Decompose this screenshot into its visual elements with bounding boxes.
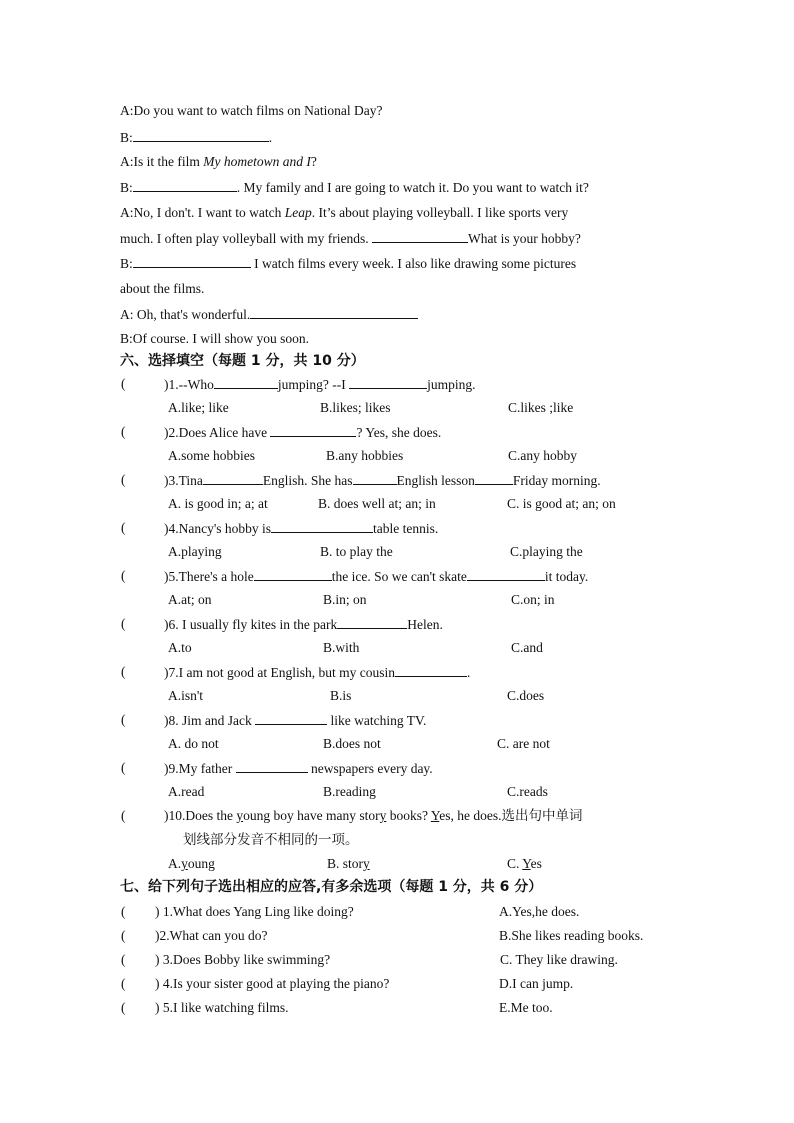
q4-option-b[interactable]: B. to play the bbox=[320, 544, 393, 559]
answer-blank[interactable] bbox=[271, 519, 373, 533]
answer-blank[interactable] bbox=[133, 128, 269, 142]
q4-paren[interactable]: ( bbox=[121, 520, 126, 535]
s7-option-d: D.I can jump. bbox=[499, 976, 574, 991]
answer-blank[interactable] bbox=[372, 229, 468, 243]
q7-option-b[interactable]: B.is bbox=[330, 688, 352, 703]
q8-option-a[interactable]: A. do not bbox=[168, 736, 219, 751]
q3-option-c[interactable]: C. is good at; an; on bbox=[507, 496, 616, 511]
q7-option-a[interactable]: A.isn't bbox=[168, 688, 204, 703]
q1-paren[interactable]: ( bbox=[121, 376, 126, 391]
answer-blank[interactable] bbox=[255, 711, 327, 725]
q9-option-a[interactable]: A.read bbox=[168, 784, 205, 799]
s7-item-4-question: ) 4.Is your sister good at playing the piano? bbox=[155, 976, 390, 991]
dialogue-line-6: much. I often play volleyball with my friends. What is your hobby? bbox=[120, 231, 581, 246]
s7-item-5-paren[interactable]: ( bbox=[121, 1000, 126, 1015]
s7-item-2-paren[interactable]: ( bbox=[121, 928, 126, 943]
s7-option-e: E.Me too. bbox=[499, 1000, 553, 1015]
q9-option-c[interactable]: C.reads bbox=[507, 784, 548, 799]
q6-option-b[interactable]: B.with bbox=[323, 640, 360, 655]
q9-option-b[interactable]: B.reading bbox=[323, 784, 376, 799]
section7-title: 七、给下列句子选出相应的应答,有多余选项（每题 1 分，共 6 分） bbox=[120, 879, 543, 895]
q7-paren[interactable]: ( bbox=[121, 664, 126, 679]
dialogue-line-4: B: . My family and I are going to watch it. Do you want to watch it? bbox=[120, 180, 589, 195]
s7-option-b: B.She likes reading books. bbox=[499, 928, 644, 943]
q10-stem: )10.Does the young boy have many story books? Yes, he does.选出句中单词 bbox=[164, 808, 583, 823]
q5-paren[interactable]: ( bbox=[121, 568, 126, 583]
answer-blank[interactable] bbox=[475, 471, 513, 485]
s7-item-4-paren[interactable]: ( bbox=[121, 976, 126, 991]
q3-paren[interactable]: ( bbox=[121, 472, 126, 487]
q8-option-b[interactable]: B.does not bbox=[323, 736, 381, 751]
answer-blank[interactable] bbox=[203, 471, 263, 485]
s7-option-c: C. They like drawing. bbox=[500, 952, 618, 967]
answer-blank[interactable] bbox=[133, 254, 251, 268]
q2-stem: )2.Does Alice have ? Yes, she does. bbox=[164, 425, 442, 440]
dialogue-line-2: B: . bbox=[120, 130, 273, 145]
q6-stem: )6. I usually fly kites in the park Helen. bbox=[164, 617, 443, 632]
q10-option-a[interactable]: A.young bbox=[168, 856, 215, 871]
s7-item-5-question: ) 5.I like watching films. bbox=[155, 1000, 289, 1015]
answer-blank[interactable] bbox=[236, 759, 308, 773]
section6-title: 六、选择填空（每题 1 分，共 10 分） bbox=[120, 353, 365, 369]
q1-option-a[interactable]: A.like; like bbox=[168, 400, 229, 415]
q6-paren[interactable]: ( bbox=[121, 616, 126, 631]
q5-stem: )5.There's a hole the ice. So we can't skate it today. bbox=[164, 569, 589, 584]
q2-option-a[interactable]: A.some hobbies bbox=[168, 448, 255, 463]
dialogue-line-8: about the films. bbox=[120, 281, 205, 296]
q8-stem: )8. Jim and Jack like watching TV. bbox=[164, 713, 427, 728]
answer-blank[interactable] bbox=[214, 375, 278, 389]
q2-paren[interactable]: ( bbox=[121, 424, 126, 439]
dialogue-line-1: A:Do you want to watch films on National Day? bbox=[120, 103, 383, 118]
q5-option-c[interactable]: C.on; in bbox=[511, 592, 555, 607]
q10-paren[interactable]: ( bbox=[121, 808, 126, 823]
q5-option-b[interactable]: B.in; on bbox=[323, 592, 367, 607]
q6-option-c[interactable]: C.and bbox=[511, 640, 543, 655]
dialogue-line-3: A:Is it the film My hometown and I? bbox=[120, 154, 317, 169]
dialogue-line-7: B: I watch films every week. I also like drawing some pictures bbox=[120, 256, 577, 271]
q2-option-c[interactable]: C.any hobby bbox=[508, 448, 577, 463]
q3-option-a[interactable]: A. is good in; a; at bbox=[168, 496, 268, 511]
q4-option-c[interactable]: C.playing the bbox=[510, 544, 583, 559]
answer-blank[interactable] bbox=[254, 567, 332, 581]
q10-option-b[interactable]: B. story bbox=[327, 856, 370, 871]
q3-option-b[interactable]: B. does well at; an; in bbox=[318, 496, 436, 511]
s7-item-2-question: )2.What can you do? bbox=[155, 928, 268, 943]
answer-blank[interactable] bbox=[353, 471, 397, 485]
q1-stem: )1.--Who jumping? --I jumping. bbox=[164, 377, 476, 392]
q4-stem: )4.Nancy's hobby is table tennis. bbox=[164, 521, 439, 536]
answer-blank[interactable] bbox=[467, 567, 545, 581]
s7-option-a: A.Yes,he does. bbox=[499, 904, 580, 919]
q9-paren[interactable]: ( bbox=[121, 760, 126, 775]
answer-blank[interactable] bbox=[133, 178, 237, 192]
q1-option-b[interactable]: B.likes; likes bbox=[320, 400, 391, 415]
q3-stem: )3.Tina English. She has English lesson Friday morning. bbox=[164, 473, 601, 488]
dialogue-line-9: A: Oh, that's wonderful. bbox=[120, 305, 418, 324]
answer-blank[interactable] bbox=[349, 375, 427, 389]
answer-blank[interactable] bbox=[337, 615, 407, 629]
s7-item-1-question: ) 1.What does Yang Ling like doing? bbox=[155, 904, 354, 919]
answer-blank[interactable] bbox=[270, 423, 356, 437]
q9-stem: )9.My father newspapers every day. bbox=[164, 761, 433, 776]
q8-paren[interactable]: ( bbox=[121, 712, 126, 727]
s7-item-3-question: ) 3.Does Bobby like swimming? bbox=[155, 952, 331, 967]
q1-option-c[interactable]: C.likes ;like bbox=[508, 400, 574, 415]
q7-stem: )7.I am not good at English, but my cousin . bbox=[164, 665, 471, 680]
q6-option-a[interactable]: A.to bbox=[168, 640, 192, 655]
q7-option-c[interactable]: C.does bbox=[507, 688, 545, 703]
q10-stem-line2: 划线部分发音不相同的一项。 bbox=[183, 832, 359, 847]
q5-option-a[interactable]: A.at; on bbox=[168, 592, 212, 607]
answer-blank[interactable] bbox=[250, 305, 418, 319]
s7-item-1-paren[interactable]: ( bbox=[121, 904, 126, 919]
q10-option-c[interactable]: C. Yes bbox=[507, 856, 542, 871]
q8-option-c[interactable]: C. are not bbox=[497, 736, 550, 751]
q2-option-b[interactable]: B.any hobbies bbox=[326, 448, 404, 463]
dialogue-line-10: B:Of course. I will show you soon. bbox=[120, 331, 309, 346]
answer-blank[interactable] bbox=[395, 663, 467, 677]
s7-item-3-paren[interactable]: ( bbox=[121, 952, 126, 967]
q4-option-a[interactable]: A.playing bbox=[168, 544, 222, 559]
dialogue-line-5: A:No, I don't. I want to watch Leap. It’s about playing volleyball. I like sports very bbox=[120, 205, 569, 220]
